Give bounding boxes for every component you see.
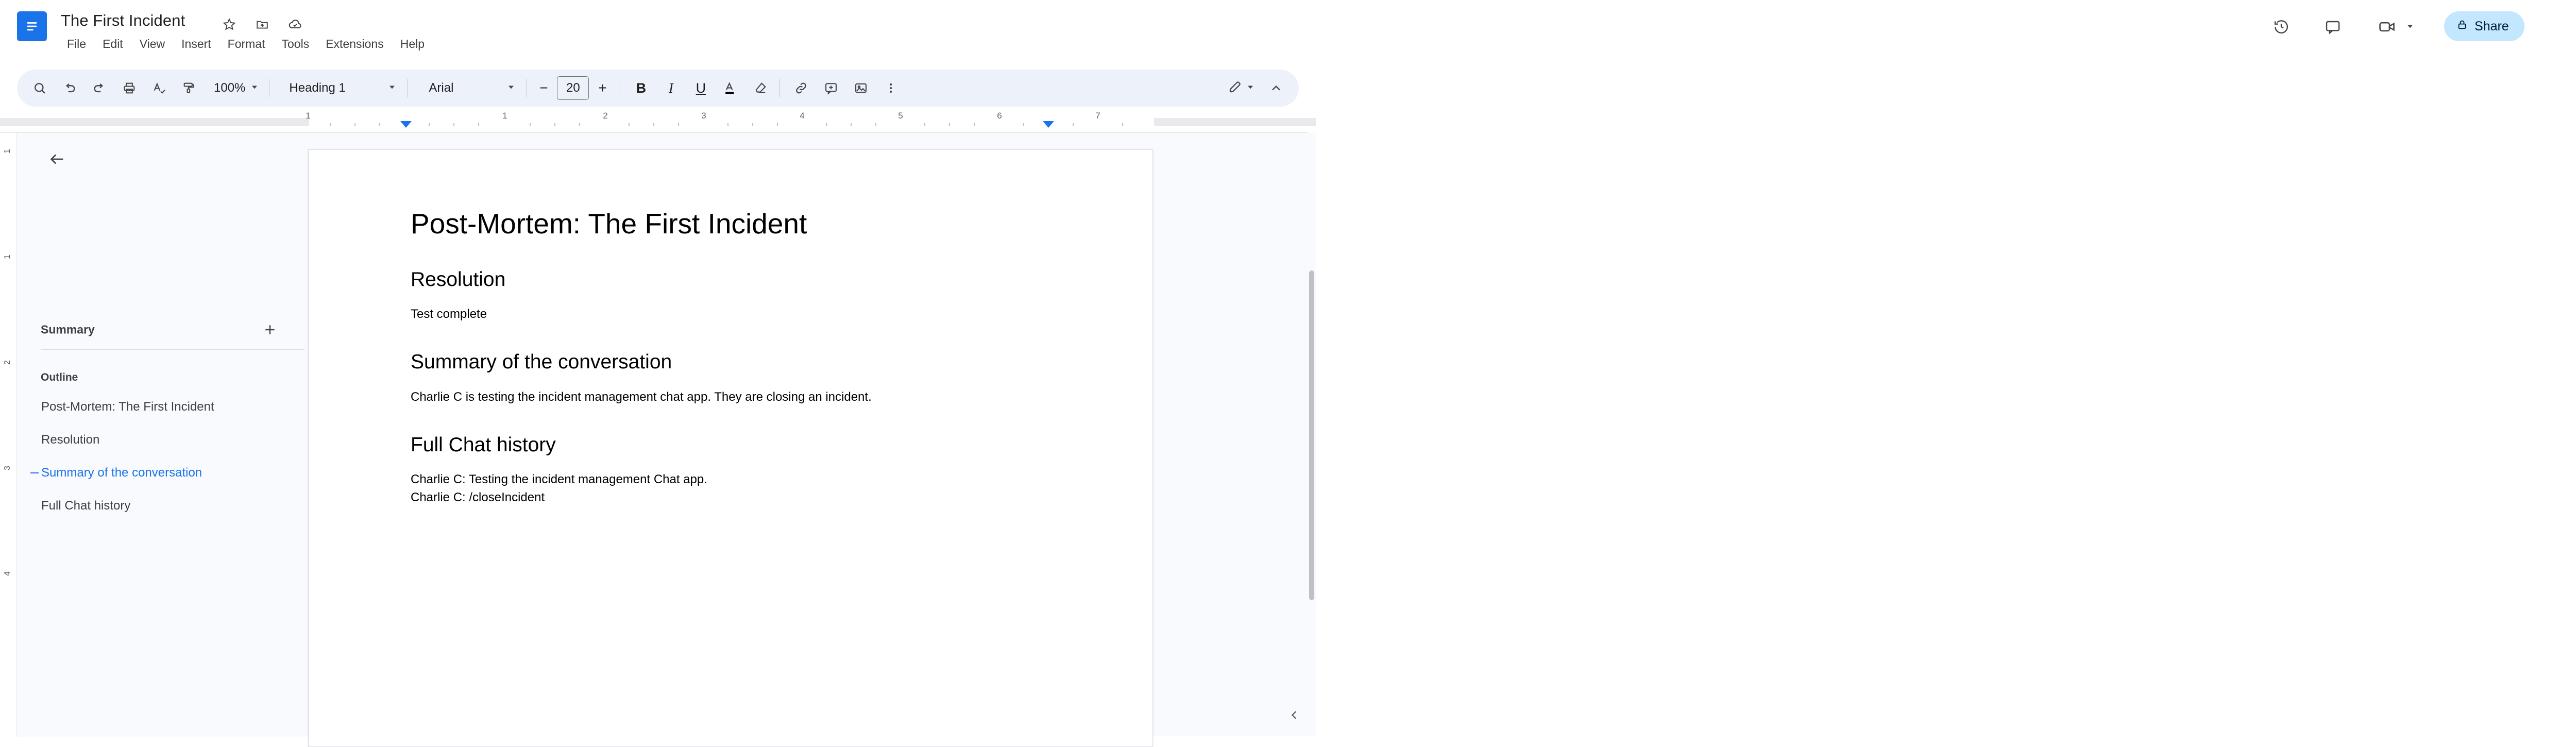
move-to-folder-icon[interactable] bbox=[253, 15, 271, 33]
ruler-right-margin bbox=[1154, 118, 1316, 126]
add-comment-icon[interactable] bbox=[818, 75, 844, 101]
outline-list bbox=[16, 391, 308, 522]
italic-button[interactable]: I bbox=[668, 80, 673, 96]
paragraph-style-select[interactable] bbox=[284, 78, 402, 98]
bold-button[interactable]: B bbox=[636, 80, 647, 96]
share-label: Share bbox=[2475, 19, 2509, 33]
star-icon[interactable] bbox=[221, 15, 238, 33]
ruler-number: 6 bbox=[997, 111, 1002, 121]
menu-file[interactable]: File bbox=[67, 37, 87, 50]
more-options-icon[interactable] bbox=[877, 75, 904, 101]
menu-bar bbox=[59, 35, 433, 53]
ruler-number: 7 bbox=[1095, 111, 1100, 121]
right-indent-marker[interactable] bbox=[1043, 121, 1054, 128]
share-button[interactable] bbox=[2444, 11, 2524, 41]
menu-extensions[interactable]: Extensions bbox=[326, 37, 384, 50]
chevron-down-icon bbox=[387, 82, 397, 95]
outline-item-label: Post-Mortem: The First Incident bbox=[41, 400, 214, 414]
summary-section-title: Summary bbox=[41, 322, 95, 336]
toolbar-right-group bbox=[1224, 70, 1290, 107]
document-page[interactable] bbox=[308, 149, 1153, 747]
collapse-right-panel-icon[interactable] bbox=[1283, 703, 1307, 727]
document-title-heading: Post-Mortem: The First Incident bbox=[411, 208, 807, 240]
menu-edit[interactable]: Edit bbox=[103, 37, 123, 50]
vertical-scrollbar-track[interactable] bbox=[1308, 132, 1316, 736]
ruler-number: 4 bbox=[800, 111, 805, 121]
editing-mode-pencil-icon bbox=[1228, 80, 1242, 97]
menu-view[interactable]: View bbox=[139, 37, 165, 50]
spelling-check-icon[interactable] bbox=[146, 75, 173, 101]
docs-logo-icon[interactable] bbox=[17, 11, 47, 41]
version-history-icon[interactable] bbox=[2269, 14, 2294, 39]
chevron-down-icon bbox=[249, 82, 260, 95]
outline-item-post-mortem[interactable] bbox=[16, 391, 308, 423]
active-outline-dash-icon bbox=[30, 472, 39, 473]
highlight-icon[interactable] bbox=[747, 75, 774, 101]
chevron-down-icon bbox=[506, 82, 516, 95]
chevron-down-icon bbox=[1245, 82, 1256, 95]
vruler-number: 3 bbox=[3, 466, 12, 470]
menu-insert[interactable]: Insert bbox=[181, 37, 211, 50]
outline-item-label: Resolution bbox=[41, 433, 100, 447]
decrease-font-size-button[interactable]: − bbox=[539, 80, 548, 96]
paragraph-resolution-body: Test complete bbox=[411, 307, 487, 321]
menu-tools[interactable]: Tools bbox=[281, 37, 310, 50]
heading-resolution: Resolution bbox=[411, 268, 506, 291]
add-summary-icon[interactable] bbox=[258, 317, 282, 342]
outline-item-label: Full Chat history bbox=[41, 499, 131, 513]
zoom-value: 100% bbox=[214, 81, 246, 95]
print-icon[interactable] bbox=[116, 75, 143, 101]
font-size-input[interactable] bbox=[557, 76, 589, 100]
insert-image-icon[interactable] bbox=[848, 75, 874, 101]
undo-icon[interactable] bbox=[56, 75, 83, 101]
ruler-number: 5 bbox=[898, 111, 903, 121]
cloud-saved-icon[interactable] bbox=[286, 15, 304, 33]
outline-item-label: Summary of the conversation bbox=[41, 466, 202, 480]
outline-item-full-chat-history[interactable] bbox=[16, 489, 308, 522]
panel-divider bbox=[41, 349, 304, 350]
horizontal-ruler[interactable] bbox=[0, 111, 1316, 132]
zoom-control[interactable] bbox=[210, 78, 264, 98]
paragraph-summary-body: Charlie C is testing the incident management chat app. They are closing an incident. bbox=[411, 389, 872, 404]
app-header bbox=[0, 0, 2509, 70]
collapse-toolbar-icon[interactable] bbox=[1263, 75, 1290, 101]
insert-link-icon[interactable] bbox=[788, 75, 815, 101]
formatting-toolbar bbox=[17, 70, 1299, 107]
vertical-ruler bbox=[0, 133, 16, 737]
ruler-number: 3 bbox=[701, 111, 706, 121]
paragraph-chat-line-2: Charlie C: /closeIncident bbox=[411, 490, 545, 505]
paragraph-style-value: Heading 1 bbox=[289, 81, 346, 95]
vertical-scrollbar-thumb[interactable] bbox=[1309, 270, 1314, 600]
vruler-number: 4 bbox=[3, 571, 12, 576]
menu-format[interactable]: Format bbox=[227, 37, 265, 50]
ruler-number: 2 bbox=[603, 111, 608, 121]
page-title[interactable]: The First Incident bbox=[61, 11, 185, 29]
document-content[interactable] bbox=[411, 208, 1091, 507]
increase-font-size-button[interactable]: + bbox=[598, 80, 607, 96]
lock-icon bbox=[2456, 19, 2468, 34]
comment-icon[interactable] bbox=[2320, 14, 2345, 39]
vruler-number: 1 bbox=[3, 254, 12, 259]
document-body bbox=[0, 132, 1316, 736]
ruler-number: 1 bbox=[502, 111, 507, 121]
outline-item-summary-of-the-conversation[interactable] bbox=[16, 456, 308, 489]
chevron-down-icon[interactable] bbox=[2404, 21, 2416, 32]
editing-mode-button[interactable] bbox=[1224, 77, 1260, 100]
ruler-left-margin bbox=[0, 118, 309, 126]
paint-format-icon[interactable] bbox=[176, 75, 202, 101]
outline-section-title: Outline bbox=[41, 371, 78, 383]
ruler-number: 1 bbox=[306, 111, 311, 121]
heading-summary-of-the-conversation: Summary of the conversation bbox=[411, 350, 672, 373]
paragraph-chat-line-1: Charlie C: Testing the incident management Chat app. bbox=[411, 472, 707, 487]
meet-camera-icon[interactable] bbox=[2375, 14, 2399, 39]
outline-item-resolution[interactable] bbox=[16, 423, 308, 456]
back-arrow-icon[interactable] bbox=[41, 143, 73, 175]
menu-help[interactable]: Help bbox=[400, 37, 425, 50]
redo-icon[interactable] bbox=[86, 75, 113, 101]
outline-panel bbox=[16, 133, 308, 737]
font-family-select[interactable] bbox=[423, 78, 521, 98]
left-indent-marker[interactable] bbox=[400, 121, 412, 128]
search-icon[interactable] bbox=[26, 75, 53, 101]
font-family-value: Arial bbox=[429, 81, 454, 95]
heading-full-chat-history: Full Chat history bbox=[411, 434, 556, 456]
underline-button[interactable]: U bbox=[696, 80, 706, 96]
text-color-icon[interactable] bbox=[717, 75, 744, 101]
vruler-number: 1 bbox=[3, 149, 12, 154]
vruler-number: 2 bbox=[3, 360, 12, 365]
